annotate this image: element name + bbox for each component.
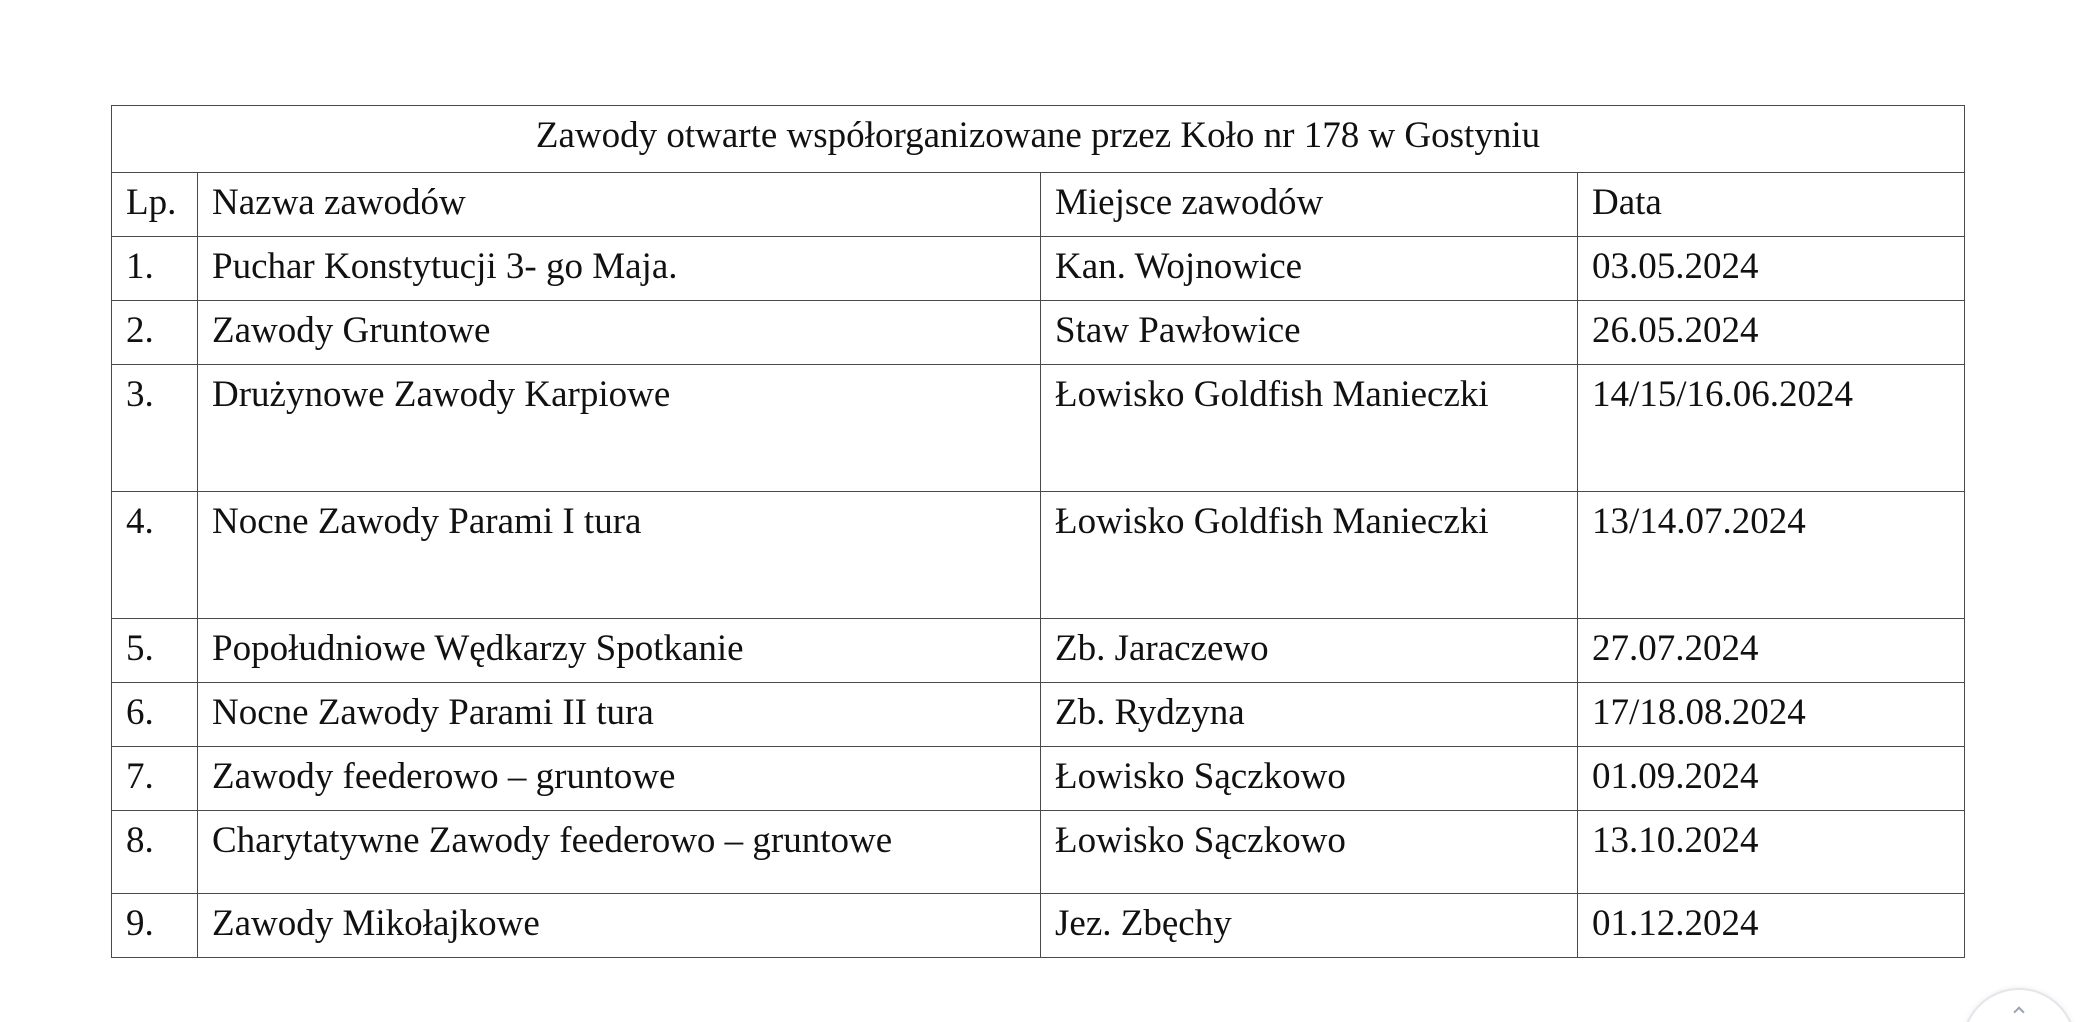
row-lp: 2.	[112, 301, 198, 365]
header-date: Data	[1578, 173, 1965, 237]
row-lp: 3.	[112, 365, 198, 492]
row-place: Zb. Jaraczewo	[1041, 619, 1578, 683]
table-row	[112, 619, 1965, 683]
row-place: Łowisko Sączkowo	[1041, 811, 1578, 894]
table-row	[112, 237, 1965, 301]
competitions-table	[111, 105, 1965, 958]
row-name: Nocne Zawody Parami I tura	[198, 492, 1041, 619]
table-row	[112, 811, 1965, 894]
scroll-to-top-button[interactable]	[1962, 988, 2076, 1022]
header-lp: Lp.	[112, 173, 198, 237]
chevron-up-icon	[2013, 1006, 2024, 1017]
row-date: 27.07.2024	[1578, 619, 1965, 683]
row-date: 26.05.2024	[1578, 301, 1965, 365]
row-name: Puchar Konstytucji 3- go Maja.	[198, 237, 1041, 301]
row-date: 03.05.2024	[1578, 237, 1965, 301]
row-lp: 8.	[112, 811, 198, 894]
row-name: Charytatywne Zawody feederowo – gruntowe	[198, 811, 1041, 894]
row-name: Zawody feederowo – gruntowe	[198, 747, 1041, 811]
table-row	[112, 365, 1965, 492]
row-date: 13/14.07.2024	[1578, 492, 1965, 619]
row-lp: 6.	[112, 683, 198, 747]
row-date: 14/15/16.06.2024	[1578, 365, 1965, 492]
table-row	[112, 894, 1965, 958]
row-name: Drużynowe Zawody Karpiowe	[198, 365, 1041, 492]
row-date: 17/18.08.2024	[1578, 683, 1965, 747]
header-name: Nazwa zawodów	[198, 173, 1041, 237]
row-place: Łowisko Goldfish Manieczki	[1041, 492, 1578, 619]
header-place: Miejsce zawodów	[1041, 173, 1578, 237]
row-place: Jez. Zbęchy	[1041, 894, 1578, 958]
row-date: 13.10.2024	[1578, 811, 1965, 894]
table-title: Zawody otwarte współorganizowane przez Koło nr 178 w Gostyniu	[112, 106, 1965, 173]
row-place: Zb. Rydzyna	[1041, 683, 1578, 747]
row-name: Popołudniowe Wędkarzy Spotkanie	[198, 619, 1041, 683]
table-row	[112, 492, 1965, 619]
row-lp: 4.	[112, 492, 198, 619]
table-row	[112, 683, 1965, 747]
row-lp: 7.	[112, 747, 198, 811]
row-lp: 5.	[112, 619, 198, 683]
row-date: 01.09.2024	[1578, 747, 1965, 811]
row-lp: 1.	[112, 237, 198, 301]
row-place: Łowisko Sączkowo	[1041, 747, 1578, 811]
row-name: Nocne Zawody Parami II tura	[198, 683, 1041, 747]
row-place: Kan. Wojnowice	[1041, 237, 1578, 301]
table-header-row	[112, 173, 1965, 237]
row-place: Staw Pawłowice	[1041, 301, 1578, 365]
row-name: Zawody Mikołajkowe	[198, 894, 1041, 958]
table-title-row	[112, 106, 1965, 173]
row-date: 01.12.2024	[1578, 894, 1965, 958]
table-row	[112, 747, 1965, 811]
row-lp: 9.	[112, 894, 198, 958]
row-place: Łowisko Goldfish Manieczki	[1041, 365, 1578, 492]
row-name: Zawody Gruntowe	[198, 301, 1041, 365]
table-row	[112, 301, 1965, 365]
